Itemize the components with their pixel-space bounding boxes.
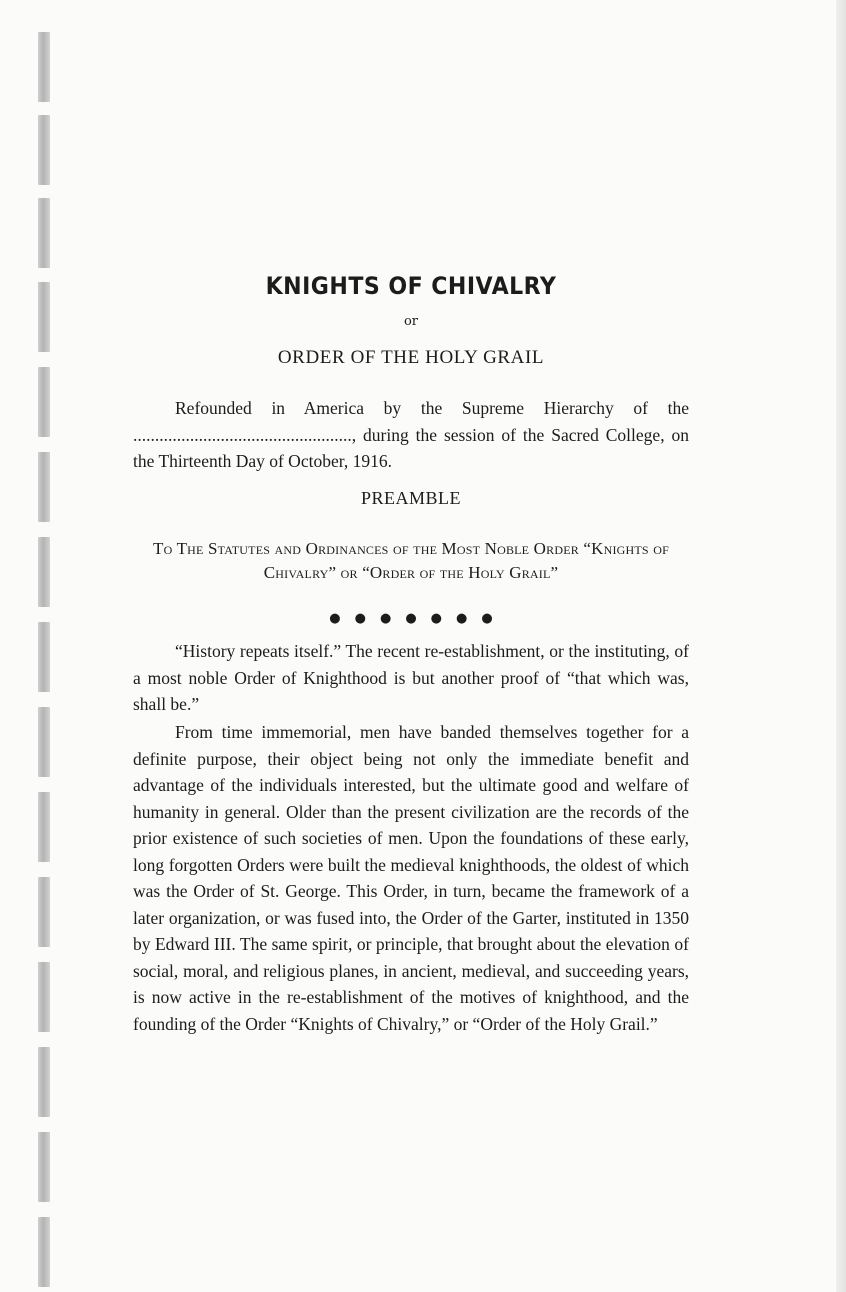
refounding-text: Refounded in America by the Supreme Hierarchy of the .................................................., during the session of the Sacred College, on the Thirteenth Day of October, 1916.	[133, 398, 689, 471]
preamble-heading: PREAMBLE	[360, 488, 461, 508]
binding-hole	[38, 962, 50, 1032]
document-title: KNIGHTS OF CHIVALRY	[265, 272, 557, 300]
binding-hole	[38, 452, 50, 522]
binding-hole	[38, 622, 50, 692]
binding-hole	[38, 282, 50, 352]
paragraph-text: From time immemorial, men have banded themselves together for a definite purpose, their object being not only the immediate benefit and advantage of the individuals interested, but the ultimate good and welfare of humanity in general. Older than the present civilization are the records of the prior existence of such societies of men. Upon the foundations of these early, long forgotten Orders were built the medieval knighthoods, the oldest of which was the Order of St. George. This Order, in turn, became the framework of a later organization, or was fused into, the Order of the Garter, instituted in 1350 by Edward III. The same spirit, or principle, that brought about the elevation of social, moral, and religious planes, in ancient, medieval, and succeeding years, is now active in the re-establishment of the motives of knighthood, and the founding of the Order “Knights of Chivalry,” or “Order of the Holy Grail.”	[133, 722, 689, 1034]
paragraph-text: “History repeats itself.” The recent re-establishment, or the instituting, of a most noble Order of Knighthood is but another proof of “that which was, shall be.”	[133, 641, 689, 714]
statutes-heading: To The Statutes and Ordinances of the Most Noble Order “Knights of Chivalry” or “Order of the Holy Grail”	[152, 539, 669, 582]
refounding-statement	[133, 395, 689, 475]
binding-hole	[38, 537, 50, 607]
paragraph	[133, 719, 689, 1037]
paragraph	[133, 638, 689, 718]
binding-hole	[38, 792, 50, 862]
binding-hole	[38, 1217, 50, 1287]
binding-hole	[38, 1047, 50, 1117]
binding-hole	[38, 367, 50, 437]
binding-hole	[38, 32, 50, 102]
binding-hole	[38, 877, 50, 947]
document-subtitle: ORDER OF THE HOLY GRAIL	[277, 347, 545, 368]
binding-hole	[38, 115, 50, 185]
or-conjunction: or	[403, 314, 419, 329]
binding-hole	[38, 198, 50, 268]
binding-hole	[38, 707, 50, 777]
page-edge	[836, 0, 846, 1292]
dot-separator: ●●●●●●●	[329, 611, 507, 626]
binding-hole	[38, 1132, 50, 1202]
binding-holes	[38, 20, 52, 1290]
